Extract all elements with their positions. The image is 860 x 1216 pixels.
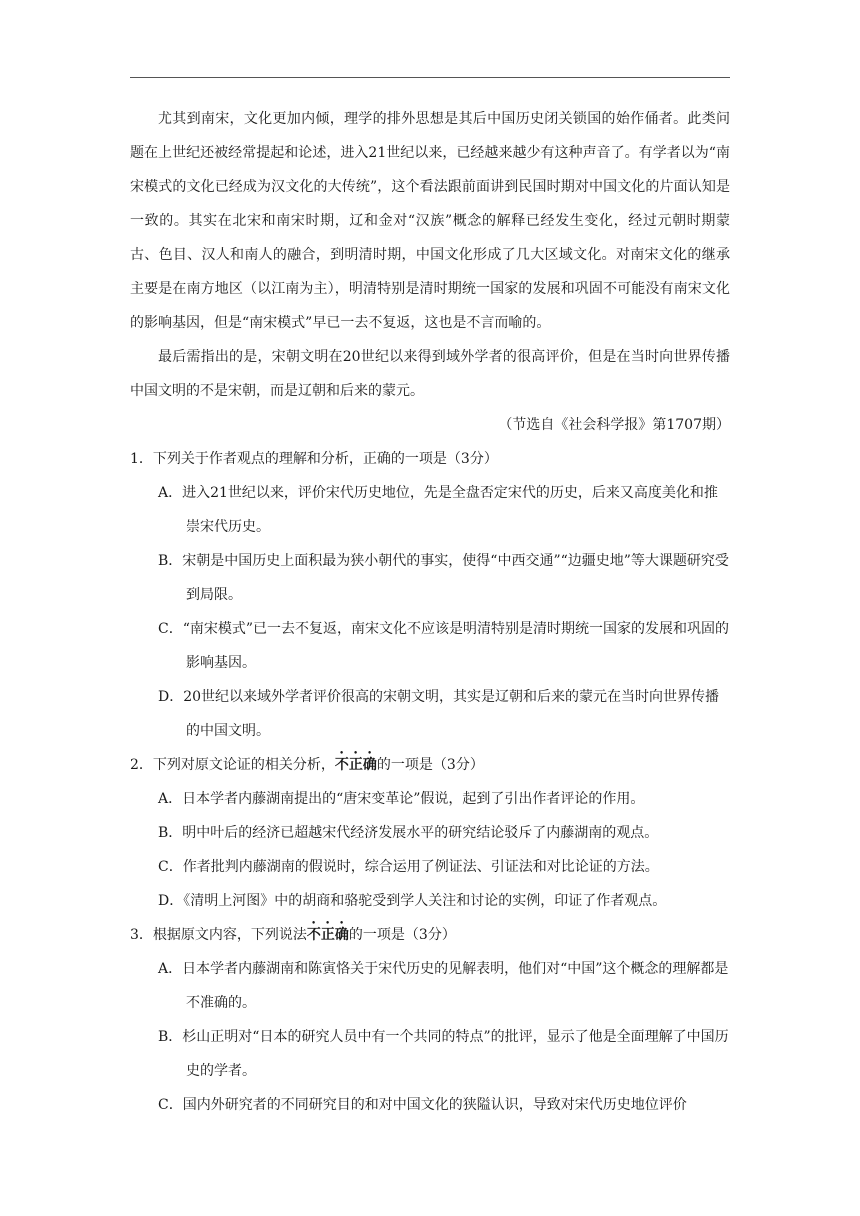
paragraph-1: 尤其到南宋，文化更加内倾，理学的排外思想是其后中国历史闭关锁国的始作俑者。此类问题在上世纪还被经常提起和论述，进入21世纪以来，已经越来越少有这种声音了。有学者以为“南宋模式的文化已经成为汉文化的大传统”，这个看法跟前面讲到民国时期对中国文化的片面认知是一致的。其实在北宋和南宋时期，辽和金对“汉族”概念的解释已经发生变化，经过元朝时期蒙古、色目、汉人和南人的融合，到明清时期，中国文化形成了几大区域文化。对南宋文化的继承主要是在南方地区（以江南为主），明清特别是清时期统一国家的发展和巩固不可能没有南宋文化的影响基因，但是“南宋模式”早已一去不复返，这也是不言而喻的。	[130, 111, 730, 331]
option-b: B．宋朝是中国历史上面积最为狭小朝代的事实，使得“中西交通”“边疆史地”等大课题研究受到局限。	[158, 553, 729, 603]
option-b: B．杉山正明对“日本的研究人员中有一个共同的特点”的批评，显示了他是全面理解了中国历史的学者。	[158, 1029, 729, 1079]
option-a: A．日本学者内藤湖南提出的“唐宋变革论”假说，起到了引出作者评论的作用。	[158, 791, 645, 807]
question-3	[130, 918, 730, 1122]
option-b: B．明中叶后的经济已超越宋代经济发展水平的研究结论驳斥了内藤湖南的观点。	[158, 825, 659, 841]
option-a: A．日本学者内藤湖南和陈寅恪关于宋代历史的见解表明，他们对“中国”这个概念的理解都是不准确的。	[158, 961, 729, 1011]
question-stem: 2．下列对原文论证的相关分析，不正确的一项是（3分）	[130, 757, 484, 773]
emphasis-text: 不正确	[306, 927, 349, 943]
option-c: C．作者批判内藤湖南的假说时，综合运用了例证法、引证法和对比论证的方法。	[158, 859, 659, 875]
option-c: C．“南宋模式”已一去不复返，南宋文化不应该是明清特别是清时期统一国家的发展和巩固的影响基因。	[158, 621, 730, 671]
source-citation: （节选自《社会科学报》第1707期）	[498, 417, 730, 433]
paragraph-2: 最后需指出的是，宋朝文明在20世纪以来得到域外学者的很高评价，但是在当时向世界传播中国文明的不是宋朝，而是辽朝和后来的蒙元。	[130, 349, 730, 399]
header-rule	[130, 77, 730, 78]
question-stem: 3．根据原文内容，下列说法不正确的一项是（3分）	[130, 927, 456, 943]
emphasis-text: 不正确	[334, 757, 377, 773]
question-1	[130, 442, 730, 748]
document-body	[130, 102, 730, 1122]
option-d: D．《清明上河图》中的胡商和骆驼受到学人关注和讨论的实例，印证了作者观点。	[158, 893, 667, 909]
option-c: C．国内外研究者的不同研究目的和对中国文化的狭隘认识，导致对宋代历史地位评价	[158, 1097, 687, 1113]
question-stem: 1．下列关于作者观点的理解和分析，正确的一项是（3分）	[130, 451, 498, 467]
option-a: A．进入21世纪以来，评价宋代历史地位，先是全盘否定宋代的历史，后来又高度美化和推崇宋代历史。	[158, 485, 718, 535]
question-2	[130, 748, 730, 918]
option-d: D．20世纪以来域外学者评价很高的宋朝文明，其实是辽朝和后来的蒙元在当时向世界传播的中国文明。	[158, 689, 720, 739]
